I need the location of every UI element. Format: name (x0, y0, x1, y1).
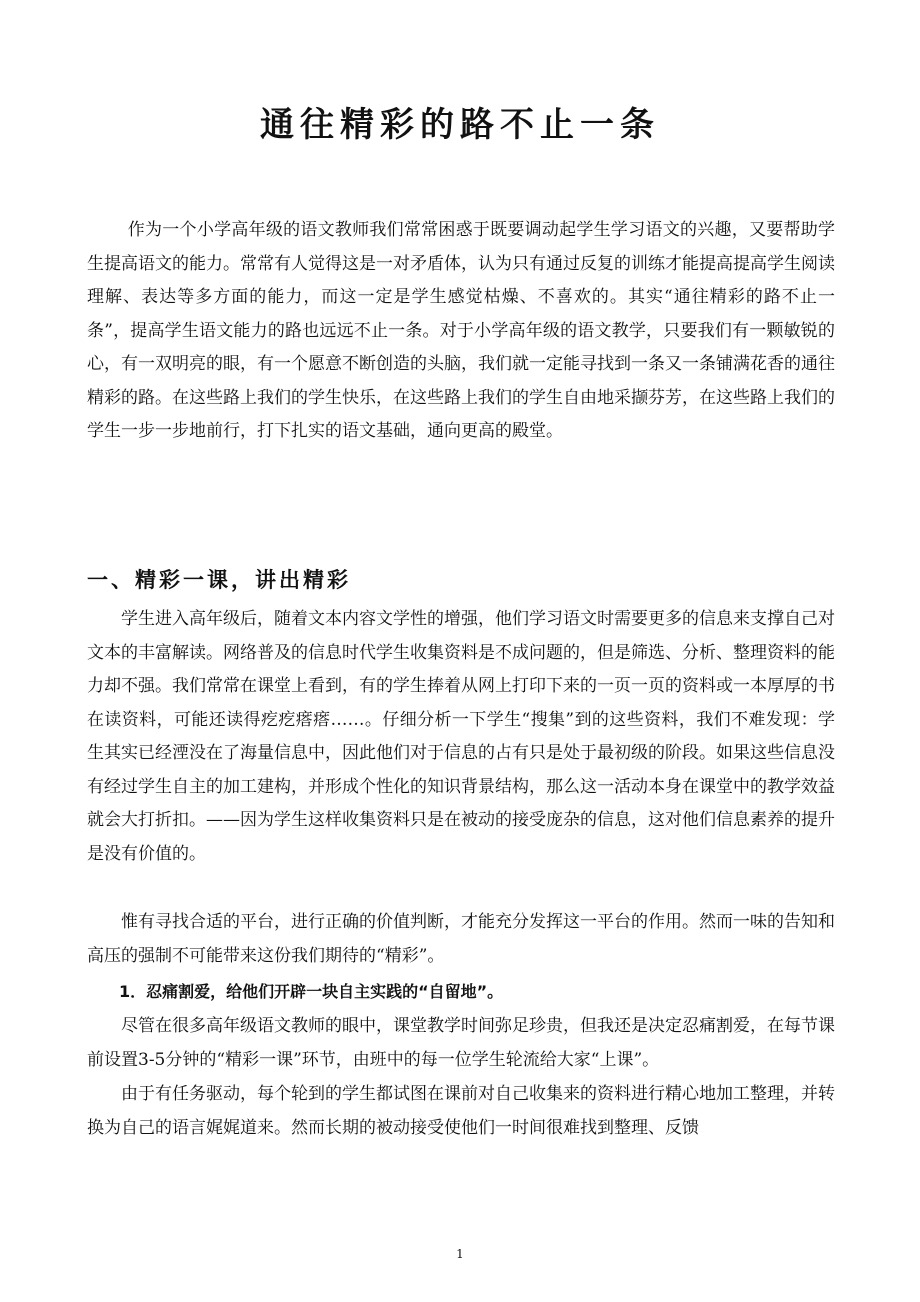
body-paragraph: 学生进入高年级后，随着文本内容文学性的增强，他们学习语文时需要更多的信息来支撑自己对文本的丰富解读。网络普及的信息时代学生收集资料是不成问题的，但是筛选、分析、整理资料的能力却不强。我们常常在课堂上看到，有的学生捧着从网上打印下来的一页一页的资料或一本厚厚的书在读资料，可能还读得疙疙瘩瘩……。仔细分析一下学生“搜集”到的这些资料，我们不难发现：学生其实已经湮没在了海量信息中，因此他们对于信息的占有只是处于最初级的阶段。如果这些信息没有经过学生自主的加工建构，并形成个性化的知识背景结构，那么这一活动本身在课堂中的教学效益就会大打折扣。——因为学生这样收集资料只是在被动的接受庞杂的信息，这对他们信息素养的提升是没有价值的。 (87, 609, 835, 864)
document-title: 通往精彩的路不止一条 (260, 105, 660, 145)
body-paragraph: 惟有寻找合适的平台，进行正确的价值判断，才能充分发挥这一平台的作用。然而一味的告知和高压的强制不可能带来这份我们期待的“精彩”。 (87, 912, 835, 966)
page-number: 1 (456, 1247, 464, 1261)
body-paragraph: 由于有任务驱动，每个轮到的学生都试图在课前对自己收集来的资料进行精心地加工整理，并转换为自己的语言娓娓道来。然而长期的被动接受使他们一时间很难找到整理、反馈 (87, 1084, 835, 1138)
subsection-heading: 1．忍痛割爱，给他们开辟一块自主实践的“自留地”。 (119, 982, 504, 1001)
section-heading: 一、精彩一课，讲出精彩 (87, 568, 351, 592)
body-paragraph: 尽管在很多高年级语文教师的眼中，课堂教学时间弥足珍贵，但我还是决定忍痛割爱，在每节课前设置3-5分钟的“精彩一课”环节，由班中的每一位学生轮流给大家“上课”。 (87, 1016, 835, 1070)
intro-paragraph: 作为一个小学高年级的语文教师我们常常困惑于既要调动起学生学习语文的兴趣，又要帮助学生提高语文的能力。常常有人觉得这是一对矛盾体，认为只有通过反复的训练才能提高提高学生阅读理解、表达等多方面的能力，而这一定是学生感觉枯燥、不喜欢的。其实“通往精彩的路不止一条”，提高学生语文能力的路也远远不止一条。对于小学高年级的语文教学，只要我们有一颗敏锐的心，有一双明亮的眼，有一个愿意不断创造的头脑，我们就一定能寻找到一条又一条铺满花香的通往精彩的路。在这些路上我们的学生快乐，在这些路上我们的学生自由地采撷芬芳，在这些路上我们的学生一步一步地前行，打下扎实的语文基础，通向更高的殿堂。 (87, 220, 835, 441)
